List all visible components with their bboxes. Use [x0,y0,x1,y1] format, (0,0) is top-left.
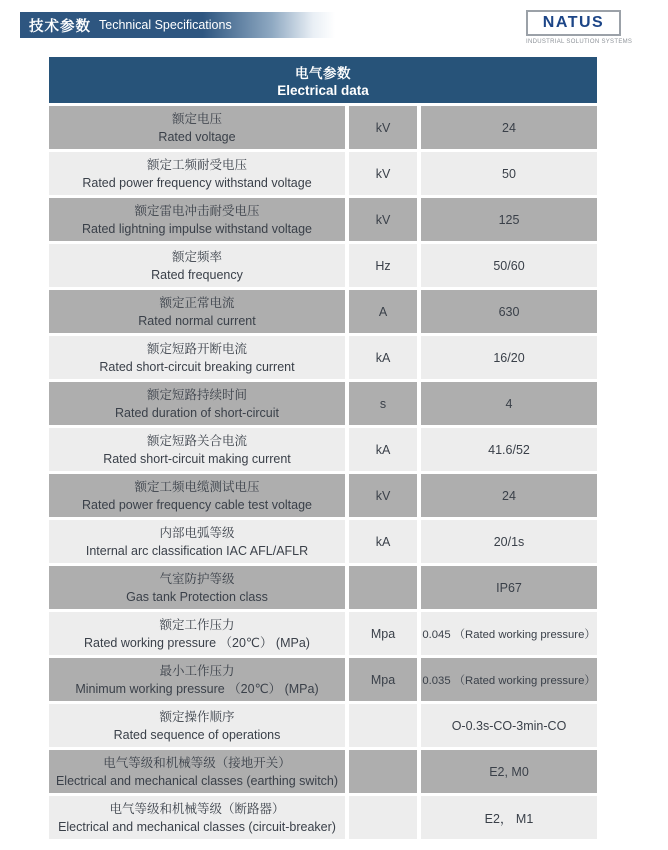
logo-tagline: INDUSTRIAL SOLUTION SYSTEMS [526,39,633,45]
section-banner [20,12,335,38]
param-value-cell: O-0.3s-CO-3min-CO [421,704,597,747]
table-header-zh: 电气参数 [295,66,351,81]
param-name-cell [49,336,345,379]
param-name-en: Rated voltage [158,129,236,144]
table-row [49,106,597,149]
param-name-en: Rated normal current [138,313,256,328]
param-name-zh: 电气等级和机械等级（断路器） [109,801,285,816]
param-name-en: Rated power frequency cable test voltage [82,497,312,512]
param-name-en: Minimum working pressure （20℃） (MPa) [75,681,319,696]
param-name-cell [49,520,345,563]
param-unit-cell: kV [349,106,417,149]
param-name-cell [49,566,345,609]
param-value-cell: 41.6/52 [421,428,597,471]
param-name-cell [49,612,345,655]
param-unit-cell: s [349,382,417,425]
param-unit-cell: Mpa [349,658,417,701]
param-name-en: Electrical and mechanical classes (circuit-breaker) [58,819,336,834]
electrical-data-table [49,57,597,839]
table-header-en: Electrical data [277,83,369,98]
table-body [49,106,597,839]
param-name-cell [49,382,345,425]
param-name-en: Electrical and mechanical classes (earthing switch) [55,773,339,788]
table-row [49,382,597,425]
table-row [49,612,597,655]
param-name-zh: 额定正常电流 [159,295,235,310]
param-unit-cell: kA [349,428,417,471]
param-unit-cell: Mpa [349,612,417,655]
param-name-cell [49,244,345,287]
banner-title-zh: 技术参数 [29,18,91,35]
param-name-cell [49,290,345,333]
param-value-cell: E2, M0 [421,750,597,793]
param-unit-cell [349,796,417,839]
param-name-zh: 最小工作压力 [159,663,235,678]
table-row [49,290,597,333]
param-unit-cell [349,704,417,747]
table-row [49,428,597,471]
param-value-cell: 16/20 [421,336,597,379]
param-unit-cell: kV [349,474,417,517]
param-name-zh: 额定操作顺序 [159,709,235,724]
param-name-cell [49,658,345,701]
table-row [49,704,597,747]
table-row [49,244,597,287]
param-value-cell: 24 [421,474,597,517]
param-name-en: Rated working pressure （20℃） (MPa) [84,635,310,650]
logo-wordmark: NATUS [542,14,605,31]
table-row [49,796,597,839]
param-name-cell [49,152,345,195]
param-name-zh: 气室防护等级 [159,571,235,586]
param-name-en: Rated duration of short-circuit [115,405,279,420]
param-name-en: Rated frequency [151,267,243,282]
param-value-cell: 0.035 （Rated working pressure） [421,658,597,701]
param-name-en: Internal arc classification IAC AFL/AFLR [85,543,309,558]
param-name-zh: 额定工作压力 [159,617,235,632]
param-name-en: Gas tank Protection class [126,589,268,604]
param-value-cell: 630 [421,290,597,333]
table-header [49,57,597,103]
param-name-zh: 额定工频电缆测试电压 [134,479,260,494]
param-unit-cell: A [349,290,417,333]
table-row [49,474,597,517]
param-name-cell [49,704,345,747]
table-row [49,520,597,563]
param-value-cell: IP67 [421,566,597,609]
param-unit-cell: kV [349,198,417,241]
param-name-zh: 额定电压 [171,111,222,126]
param-name-cell [49,796,345,839]
param-name-en: Rated short-circuit making current [103,451,291,466]
param-unit-cell: kV [349,152,417,195]
banner-title-en: Technical Specifications [99,18,232,32]
param-name-zh: 额定工频耐受电压 [146,157,247,172]
param-name-en: Rated sequence of operations [113,727,281,742]
table-row [49,198,597,241]
logo-box [526,10,621,36]
param-name-cell [49,474,345,517]
param-value-cell: E2， M1 [421,796,597,839]
table-row [49,750,597,793]
param-name-zh: 额定雷电冲击耐受电压 [134,203,260,218]
param-name-en: Rated lightning impulse withstand voltage [82,221,312,236]
param-unit-cell [349,566,417,609]
param-name-zh: 额定短路持续时间 [146,387,247,402]
param-value-cell: 50 [421,152,597,195]
company-logo [526,10,633,45]
param-value-cell: 24 [421,106,597,149]
param-value-cell: 125 [421,198,597,241]
param-name-zh: 额定频率 [171,249,222,264]
param-name-cell [49,428,345,471]
param-value-cell: 50/60 [421,244,597,287]
table-row [49,152,597,195]
param-unit-cell [349,750,417,793]
param-name-en: Rated power frequency withstand voltage [82,175,312,190]
param-name-en: Rated short-circuit breaking current [99,359,295,374]
param-name-zh: 额定短路开断电流 [146,341,247,356]
param-name-zh: 额定短路关合电流 [146,433,247,448]
param-unit-cell: kA [349,336,417,379]
param-name-zh: 电气等级和机械等级（接地开关） [103,755,291,770]
param-unit-cell: kA [349,520,417,563]
param-name-zh: 内部电弧等级 [159,525,235,540]
table-row [49,336,597,379]
table-row [49,658,597,701]
param-name-cell [49,750,345,793]
table-row [49,566,597,609]
param-name-cell [49,198,345,241]
param-name-cell [49,106,345,149]
param-value-cell: 4 [421,382,597,425]
param-value-cell: 20/1s [421,520,597,563]
param-value-cell: 0.045 （Rated working pressure） [421,612,597,655]
param-unit-cell: Hz [349,244,417,287]
